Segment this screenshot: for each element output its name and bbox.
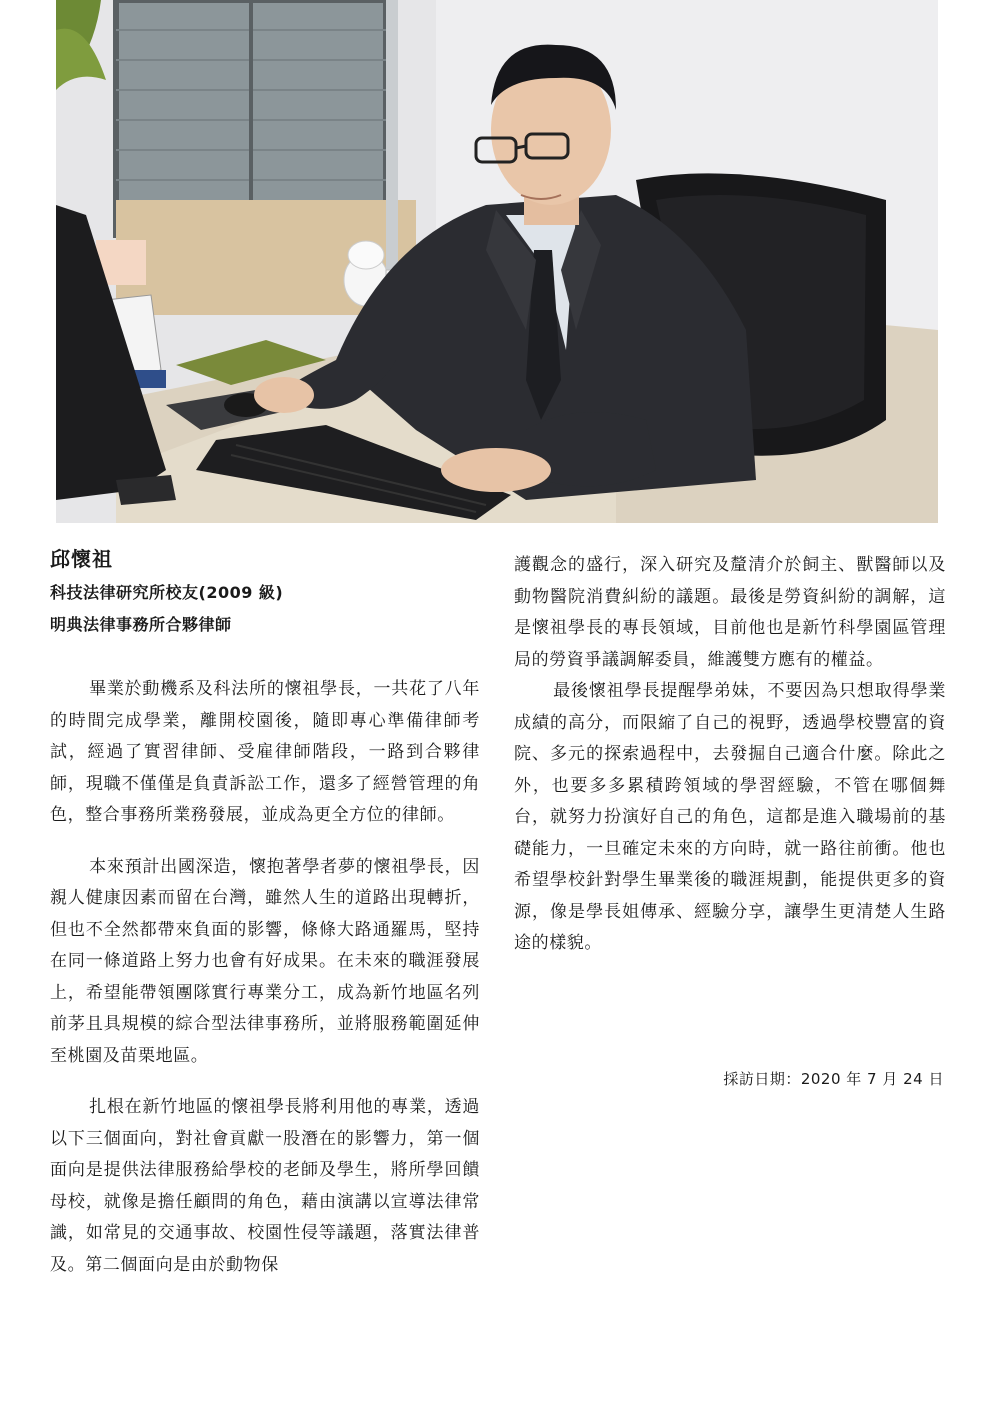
interview-date: 採訪日期：2020 年 7 月 24 日 [723,1070,944,1088]
article-paragraph: 本來預計出國深造，懷抱著學者夢的懷祖學長，因親人健康因素而留在台灣，雖然人生的道路出現轉折，但也不全然都帶來負面的影響，條條大路通羅馬，堅持在同一條道路上努力也會有好成果。在未來的職涯發展上，希望能帶領團隊實行專業分工，成為新竹地區名列前茅且具規模的綜合型法律事務所，並將服務範圍延伸至桃園及苗栗地區。 [50,856,480,1066]
person-name: 邱懷祖 [50,547,113,571]
job-position: 明典法律事務所合夥律師 [50,615,232,634]
alumni-affiliation: 科技法律研究所校友(2009 級) [50,583,284,602]
article-paragraph: 最後懷祖學長提醒學弟妹，不要因為只想取得學業成績的高分，而限縮了自己的視野，透過學校豐富的資院、多元的探索過程中，去發掘自己適合什麼。除此之外，也要多多累積跨領域的學習經驗，不管在哪個舞台，就努力扮演好自己的角色，這都是進入職場前的基礎能力，一旦確定未來的方向時，就一路往前衝。他也希望學校針對學生畢業後的職涯規劃，能提供更多的資源，像是學長姐傳承、經驗分享，讓學生更清楚人生路途的樣貌。 [514,681,946,953]
article-paragraph: 扎根在新竹地區的懷祖學長將利用他的專業，透過以下三個面向，對社會貢獻一股潛在的影響力，第一個面向是提供法律服務給學校的老師及學生，將所學回饋母校，就像是擔任顧問的角色，藉由演講以宣導法律常識，如常見的交通事故、校園性侵等議題，落實法律普及。第二個面向是由於動物保 [50,1097,480,1275]
article-column-right [514,550,946,960]
article-column-left [50,674,480,1281]
portrait-photo [56,0,938,523]
article-paragraph: 護觀念的盛行，深入研究及釐清介於飼主、獸醫師以及動物醫院消費糾紛的議題。最後是勞資糾紛的調解，這是懷祖學長的專長領域，目前他也是新竹科學園區管理局的勞資爭議調解委員，維護雙方應有的權益。 [514,555,946,670]
article-paragraph: 畢業於動機系及科法所的懷祖學長，一共花了八年的時間完成學業，離開校園後，隨即專心準備律師考試，經過了實習律師、受雇律師階段，一路到合夥律師，現職不僅僅是負責訴訟工作，還多了經營管理的角色，整合事務所業務發展，並成為更全方位的律師。 [50,679,480,825]
